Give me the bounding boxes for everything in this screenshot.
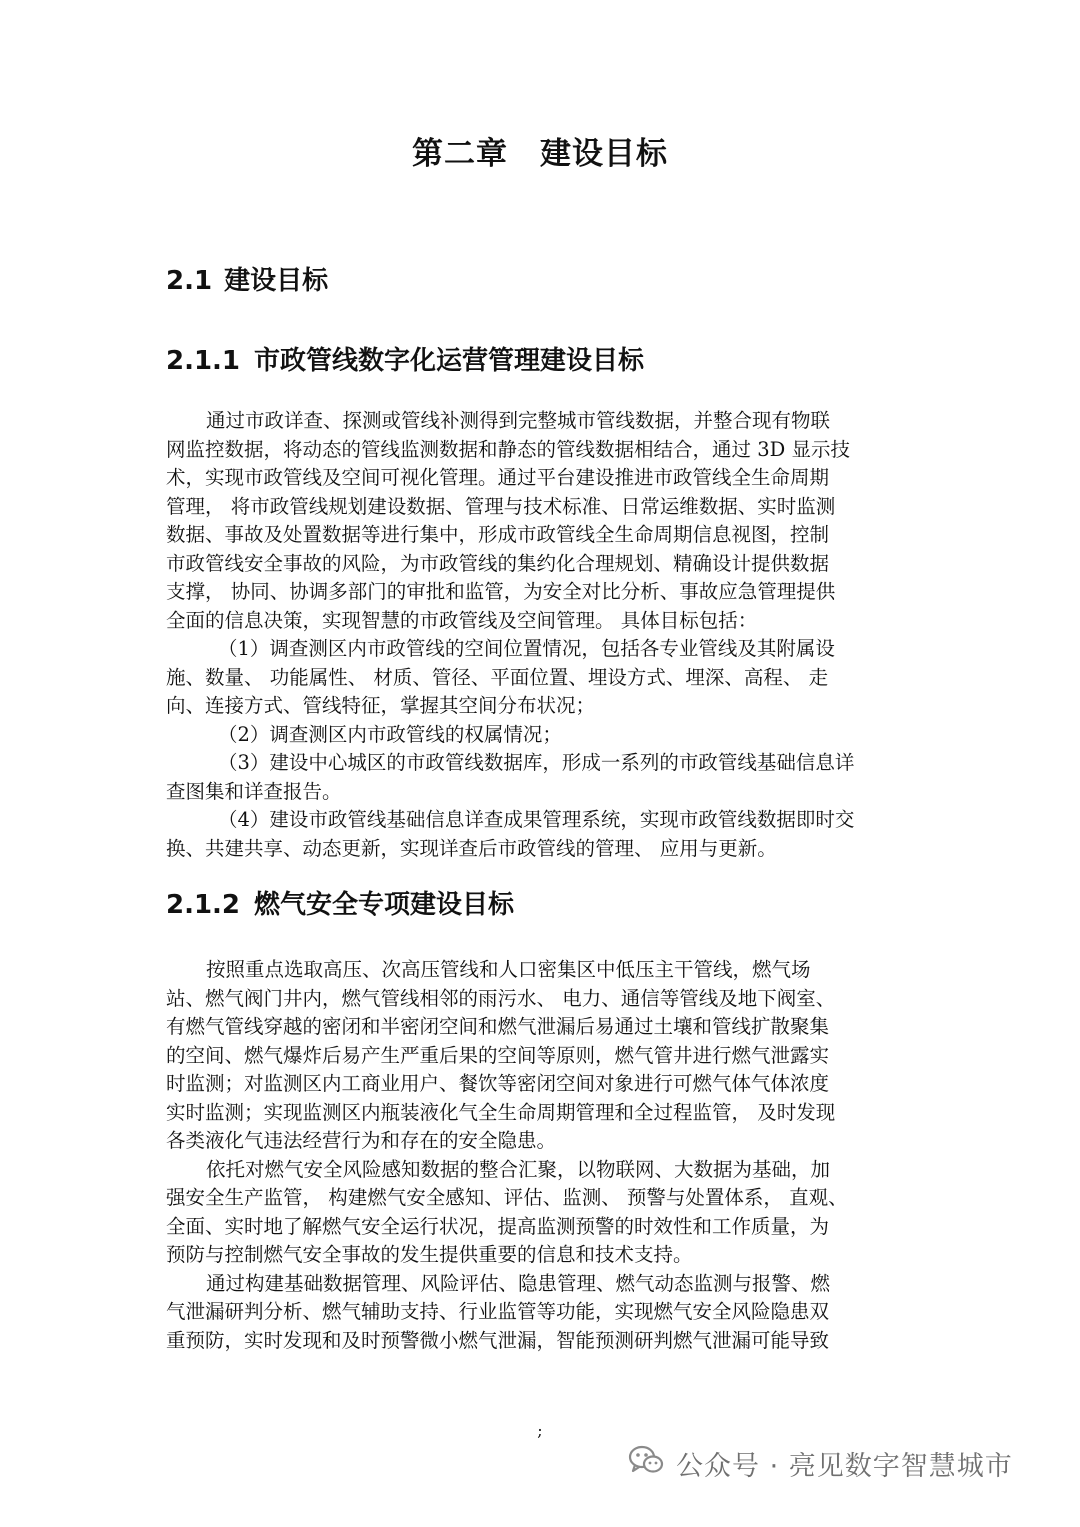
text-line: 各类液化气违法经营行为和存在的安全隐患。 (166, 1129, 557, 1152)
text-line: 站、燃气阀门井内，燃气管线相邻的雨污水、 电力、通信等管线及地下阀室、 (166, 986, 836, 1010)
paragraph-municipal-pipeline (166, 407, 914, 863)
section-number: 2.1.1 (166, 346, 241, 376)
text-line: 强安全生产监管， 构建燃气安全感知、评估、监测、 预警与处置体系， 直观、 (166, 1186, 848, 1209)
wechat-icon (628, 1444, 676, 1483)
text-line: 预防与控制燃气安全事故的发生提供重要的信息和技术支持。 (166, 1243, 693, 1266)
text-line: 有燃气管线穿越的密闭和半密闭空间和燃气泄漏后易通过土壤和管线扩散聚集 (166, 1015, 830, 1038)
text-line: 的空间、燃气爆炸后易产生严重后果的空间等原则，燃气管井进行燃气泄露实 (166, 1043, 830, 1067)
list-item-3-line: 查图集和详查报告。 (166, 779, 342, 803)
list-item-1-line: 施、数量、 功能属性、 材质、管径、平面位置、埋设方式、埋深、高程、 走 (166, 665, 829, 689)
text-line: 全面的信息决策，实现智慧的市政管线及空间管理。 具体目标包括： (166, 608, 758, 632)
section-heading-2-1 (166, 260, 328, 297)
text-line: 支撑， 协同、协调多部门的审批和监管，为安全对比分析、事故应急管理提供 (166, 580, 836, 603)
list-item-3-line: （3）建设中心城区的市政管线数据库，形成一系列的市政管线基础信息详 (218, 751, 855, 774)
text-line: 气泄漏研判分析、燃气辅助支持、行业监管等功能，实现燃气安全风险隐患双 (166, 1300, 830, 1323)
text-line: 数据、事故及处置数据等进行集中，形成市政管线全生命周期信息视图，控制 (166, 523, 830, 546)
list-item-1-line: 向、连接方式、管线特征，掌握其空间分布状况； (166, 694, 596, 717)
text-line: 依托对燃气安全风险感知数据的整合汇聚，以物联网、大数据为基础，加 (206, 1157, 831, 1181)
watermark-text: 公众号 · 亮见数字智慧城市 (676, 1450, 1013, 1482)
list-item-2-line: （2）调查测区内市政管线的权属情况； (218, 722, 562, 746)
page-number-mark: ; (537, 1421, 543, 1440)
text-line: 通过构建基础数据管理、风险评估、隐患管理、燃气动态监测与报警、燃 (206, 1271, 831, 1295)
chapter-title: 第二章 建设目标 (412, 136, 668, 172)
list-item-1-line: （1）调查测区内市政管线的空间位置情况，包括各专业管线及其附属设 (218, 637, 835, 660)
section-heading-2-1-1 (166, 340, 644, 377)
list-item-4-line: 换、共建共享、动态更新，实现详查后市政管线的管理、 应用与更新。 (166, 836, 777, 860)
list-item-4-line: （4）建设市政管线基础信息详查成果管理系统，实现市政管线数据即时交 (218, 808, 855, 831)
text-line: 通过市政详查、探测或管线补测得到完整城市管线数据，并整合现有物联 (206, 409, 831, 432)
wechat-watermark (628, 1441, 1013, 1485)
text-line: 重预防，实时发现和及时预警微小燃气泄漏，智能预测研判燃气泄漏可能导致 (166, 1328, 830, 1352)
text-line: 全面、实时地了解燃气安全运行状况，提高监测预警的时效性和工作质量，为 (166, 1214, 830, 1238)
text-line: 时监测；对监测区内工商业用户、餐饮等密闭空间对象进行可燃气体气体浓度 (166, 1072, 830, 1095)
section-number: 2.1 (166, 266, 213, 296)
text-line: 管理， 将市政管线规划建设数据、管理与技术标准、日常运维数据、实时监测 (166, 494, 836, 518)
section-heading-2-1-2 (166, 884, 514, 921)
text-line: 实时监测；实现监测区内瓶装液化气全生命周期管理和全过程监管， 及时发现 (166, 1100, 836, 1124)
section-title: 建设目标 (224, 266, 329, 296)
paragraph-gas-safety (166, 956, 914, 1355)
section-number: 2.1.2 (166, 890, 241, 920)
text-line: 术，实现市政管线及空间可视化管理。通过平台建设推进市政管线全生命周期 (166, 466, 830, 489)
text-line: 市政管线安全事故的风险，为市政管线的集约化合理规划、精确设计提供数据 (166, 551, 830, 575)
text-line: 网监控数据，将动态的管线监测数据和静态的管线数据相结合，通过 3D 显示技 (166, 437, 850, 461)
text-line: 按照重点选取高压、次高压管线和人口密集区中低压主干管线，燃气场 (206, 958, 811, 981)
section-title: 燃气安全专项建设目标 (254, 890, 515, 920)
section-title: 市政管线数字化运营管理建设目标 (254, 346, 645, 376)
